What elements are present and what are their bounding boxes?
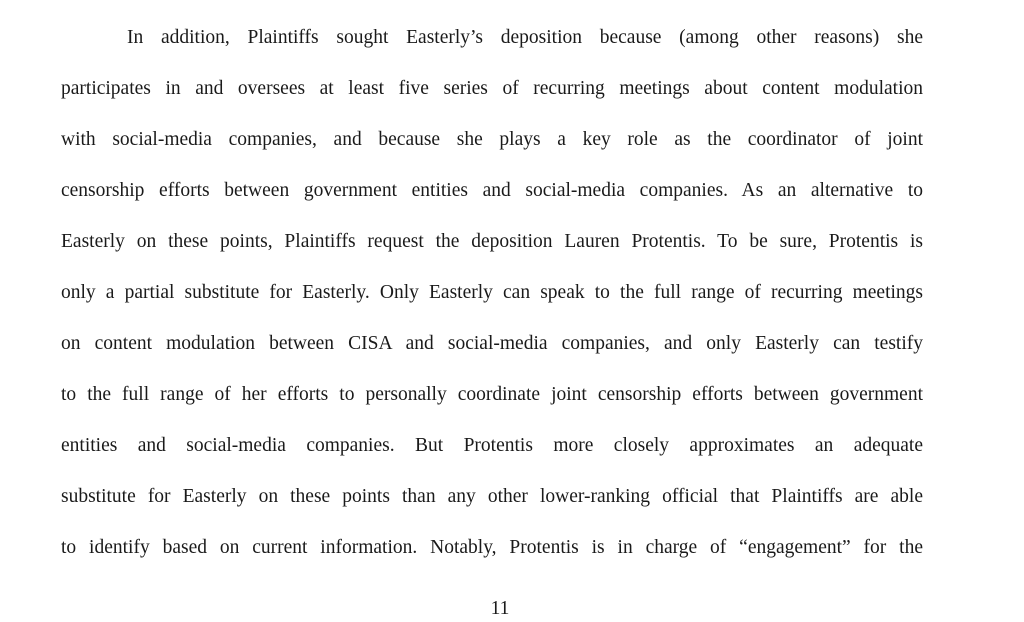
paragraph-line: to identify based on current information. Notably, Protentis is in charge of “engagement” for the xyxy=(61,537,923,558)
paragraph-line: censorship efforts between government entities and social-media companies. As an alternative to xyxy=(61,180,923,201)
paragraph-line: substitute for Easterly on these points than any other lower-ranking official that Plaintiffs are able xyxy=(61,486,923,507)
paragraph-line: entities and social-media companies. But Protentis more closely approximates an adequate xyxy=(61,435,923,456)
paragraph-line: Easterly on these points, Plaintiffs request the deposition Lauren Protentis. To be sure, Protentis is xyxy=(61,231,923,252)
paragraph-line: to the full range of her efforts to personally coordinate joint censorship efforts between government xyxy=(61,384,923,405)
paragraph-line: participates in and oversees at least five series of recurring meetings about content modulation xyxy=(61,78,923,99)
paragraph-line: In addition, Plaintiffs sought Easterly’s deposition because (among other reasons) she xyxy=(127,27,923,48)
paragraph-line: with social-media companies, and because she plays a key role as the coordinator of joint xyxy=(61,129,923,150)
paragraph-line: on content modulation between CISA and social-media companies, and only Easterly can testify xyxy=(61,333,923,354)
page-number: 11 xyxy=(490,598,510,619)
paragraph-line: only a partial substitute for Easterly. Only Easterly can speak to the full range of recurring meetings xyxy=(61,282,923,303)
